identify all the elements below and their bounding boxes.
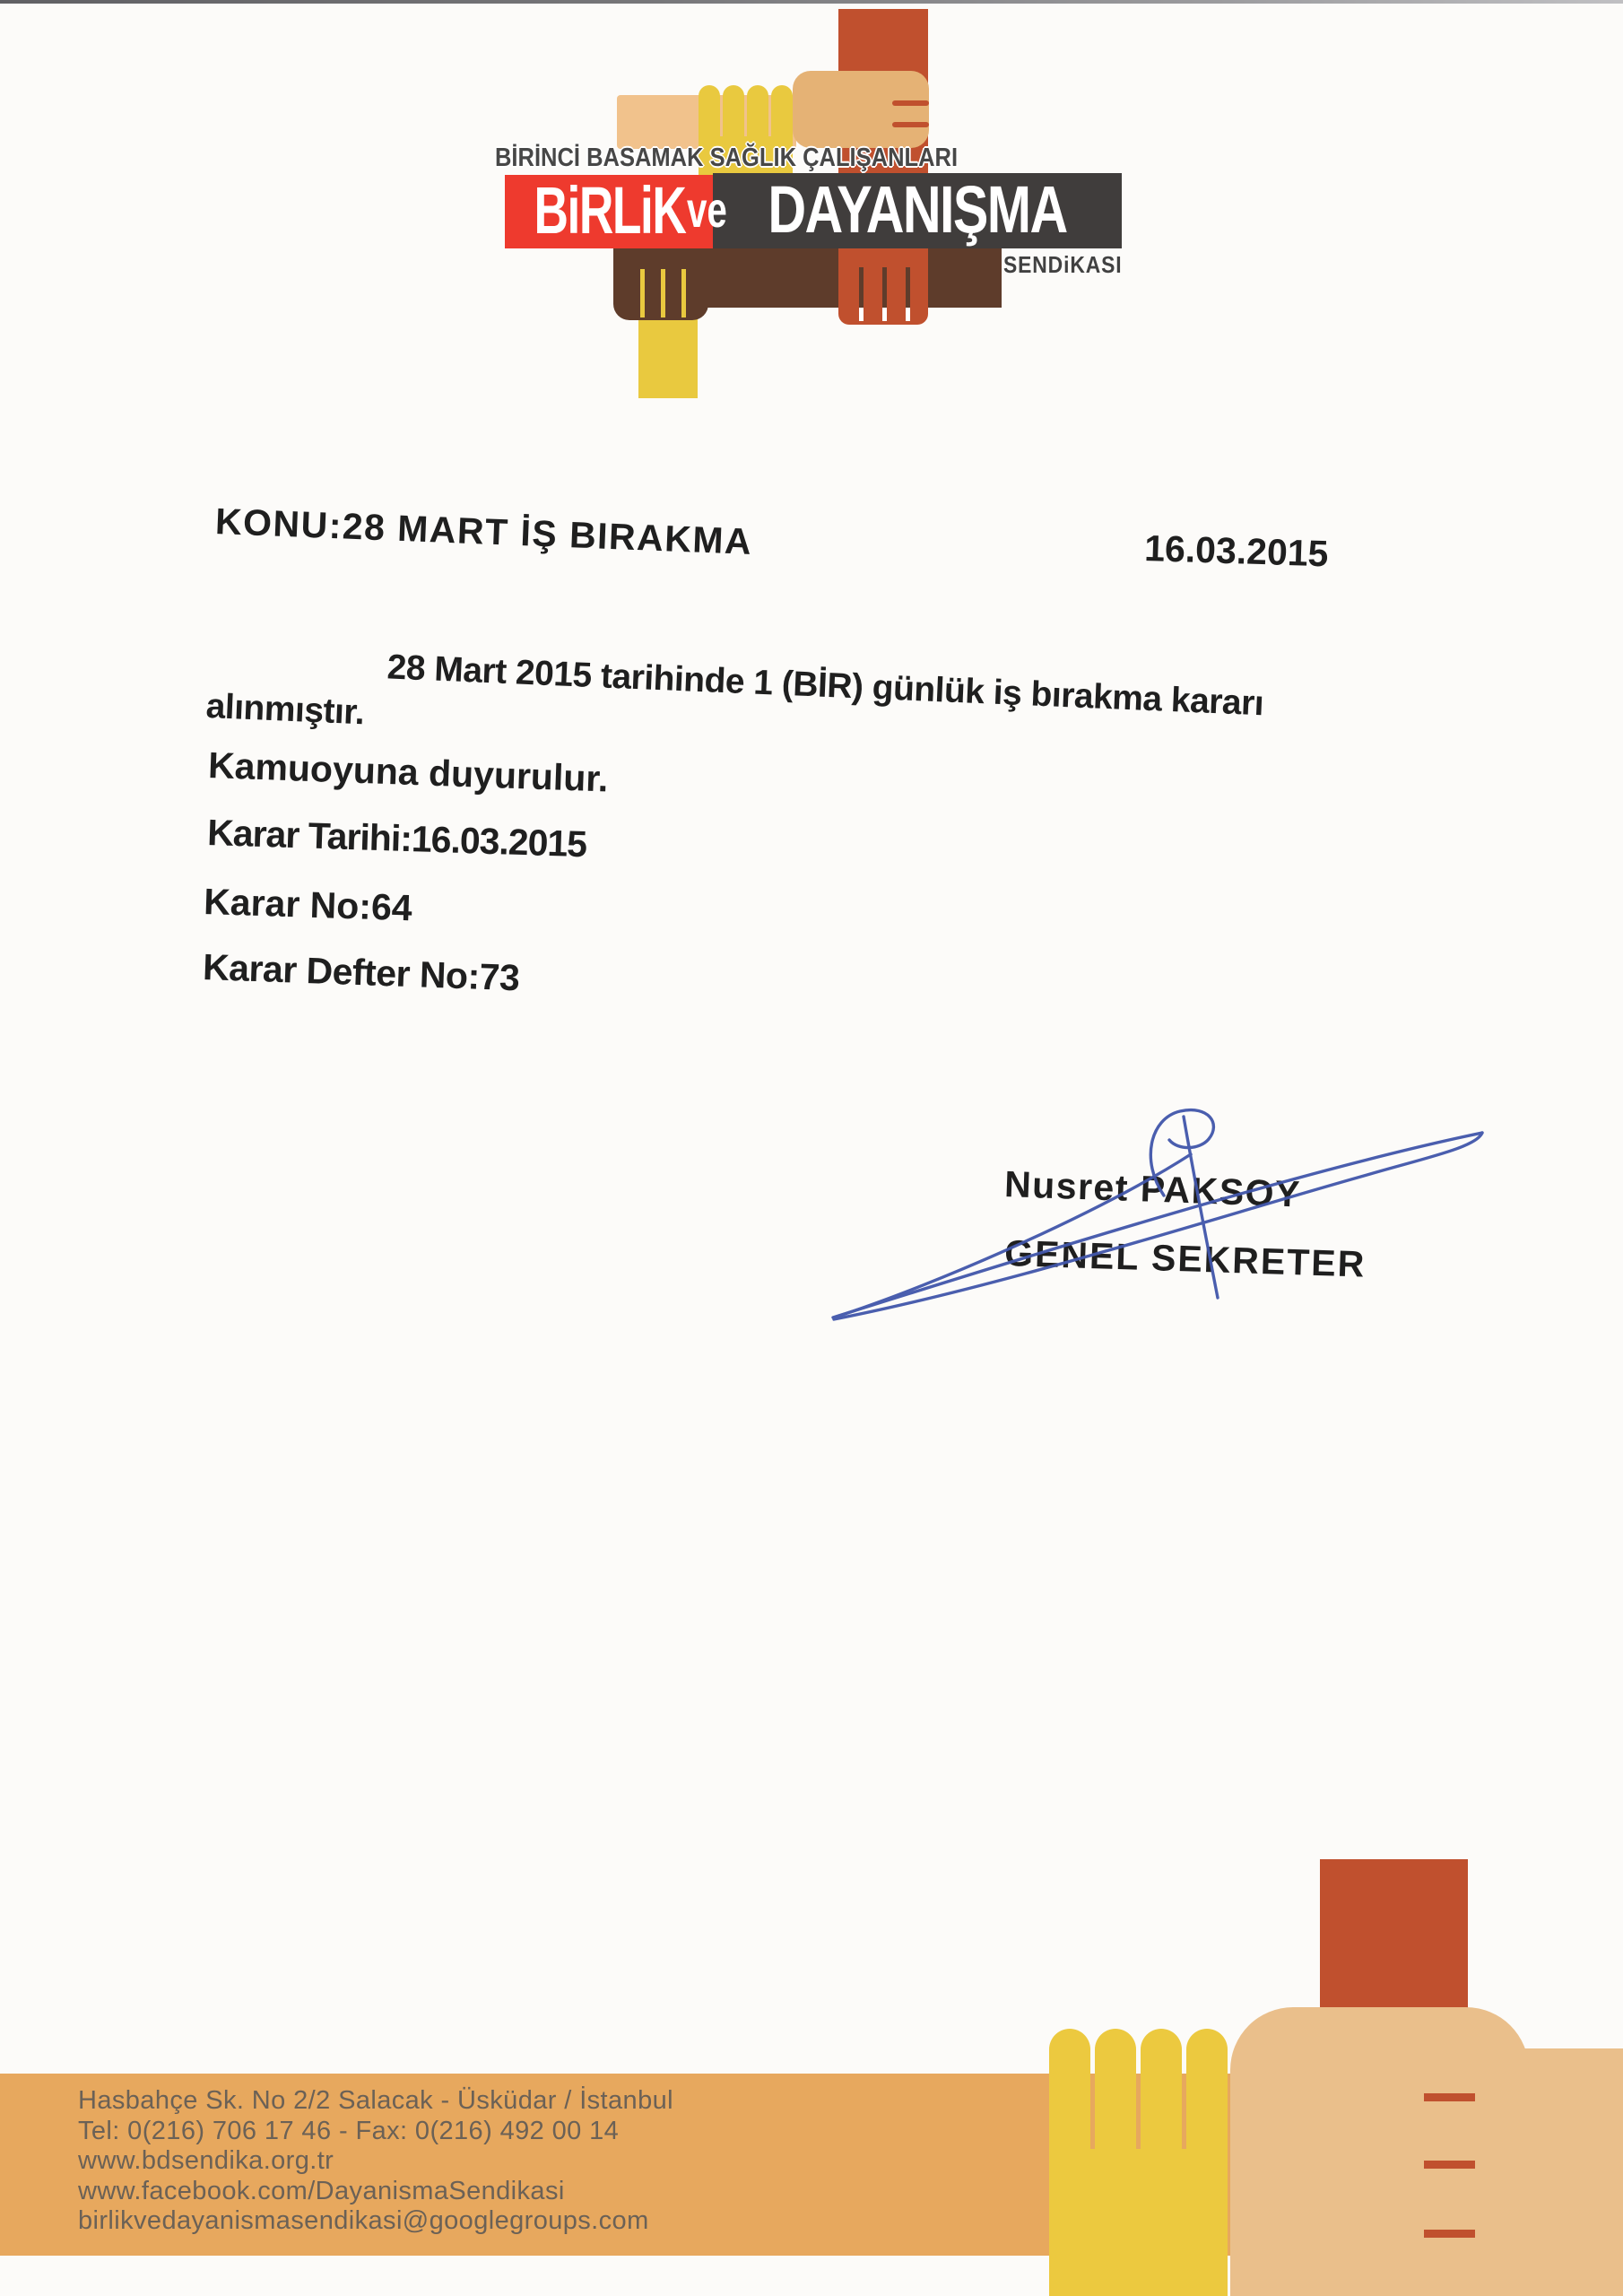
footer-phone-fax: Tel: 0(216) 706 17 46 - Fax: 0(216) 492 00 14 — [78, 2116, 620, 2145]
scan-edge-artifact — [0, 0, 1623, 4]
yellow-grip-hand-icon — [1186, 2029, 1228, 2159]
footer-contact-block — [78, 2086, 673, 2237]
brick-hand-finger-gap — [859, 267, 864, 321]
logo-word-union: SENDiKASI — [1003, 251, 1123, 278]
footer-address: Hasbahçe Sk. No 2/2 Salacak - Üsküdar / İstanbul — [78, 2086, 673, 2115]
date-line: 16.03.2015 — [1143, 527, 1330, 575]
yellow-grip-hand-icon — [1141, 2029, 1182, 2159]
announcement-line: Kamuoyuna duyurulur. — [207, 744, 610, 800]
decision-book-number-line: Karar Defter No:73 — [202, 946, 521, 999]
tan-fist-finger-gap — [1424, 2161, 1475, 2169]
brown-hand-finger-gap — [640, 269, 645, 317]
logo-top-line: BİRİNCİ BASAMAK SAĞLIK ÇALIŞANLARI — [495, 144, 959, 172]
decision-number-line: Karar No:64 — [203, 881, 413, 929]
tan-hand-finger-gap — [892, 122, 929, 127]
logo-red-box — [505, 175, 713, 248]
body-line-2: alınmıştır. — [204, 686, 366, 733]
yellow-grip-hand-icon — [1049, 2029, 1090, 2159]
tan-hand-finger-gap — [892, 100, 929, 106]
body-line-1: 28 Mart 2015 tarihinde 1 (BİR) günlük iş bırakma kararı — [386, 648, 1265, 724]
handwritten-signature — [807, 1099, 1515, 1359]
footer-facebook: www.facebook.com/DayanismaSendikasi — [78, 2176, 565, 2205]
footer-website: www.bdsendika.org.tr — [78, 2146, 334, 2176]
logo-dark-box — [713, 173, 1122, 248]
brick-hand-finger-gap — [882, 267, 887, 321]
tan-fist-icon — [1230, 2007, 1529, 2296]
subject-line: KONU:28 MART İŞ BIRAKMA — [214, 500, 753, 562]
tan-fist-finger-gap — [1424, 2230, 1475, 2238]
yellow-grip-hand-icon — [1095, 2029, 1136, 2159]
yellow-grip-palm-icon — [1049, 2149, 1228, 2296]
brown-hand-finger-gap — [681, 269, 686, 317]
paragraph-indent — [207, 671, 386, 678]
decision-date-line: Karar Tarihi:16.03.2015 — [206, 812, 587, 865]
footer-email: birlikvedayanismasendikasi@googlegroups.com — [78, 2206, 649, 2236]
logo-word-solidarity: DAYANIŞMA — [768, 172, 1067, 247]
brown-hand-finger-gap — [661, 269, 665, 317]
tan-hand-icon — [793, 71, 929, 148]
signatory-title: GENEL SEKRETER — [1003, 1232, 1367, 1285]
logo-word-unity: BiRLiK — [534, 173, 686, 248]
logo-word-and: ve — [687, 181, 727, 238]
brick-hand-finger-gap — [906, 267, 910, 321]
signatory-name: Nusret PAKSOY — [1003, 1163, 1302, 1215]
tan-fist-finger-gap — [1424, 2093, 1475, 2101]
